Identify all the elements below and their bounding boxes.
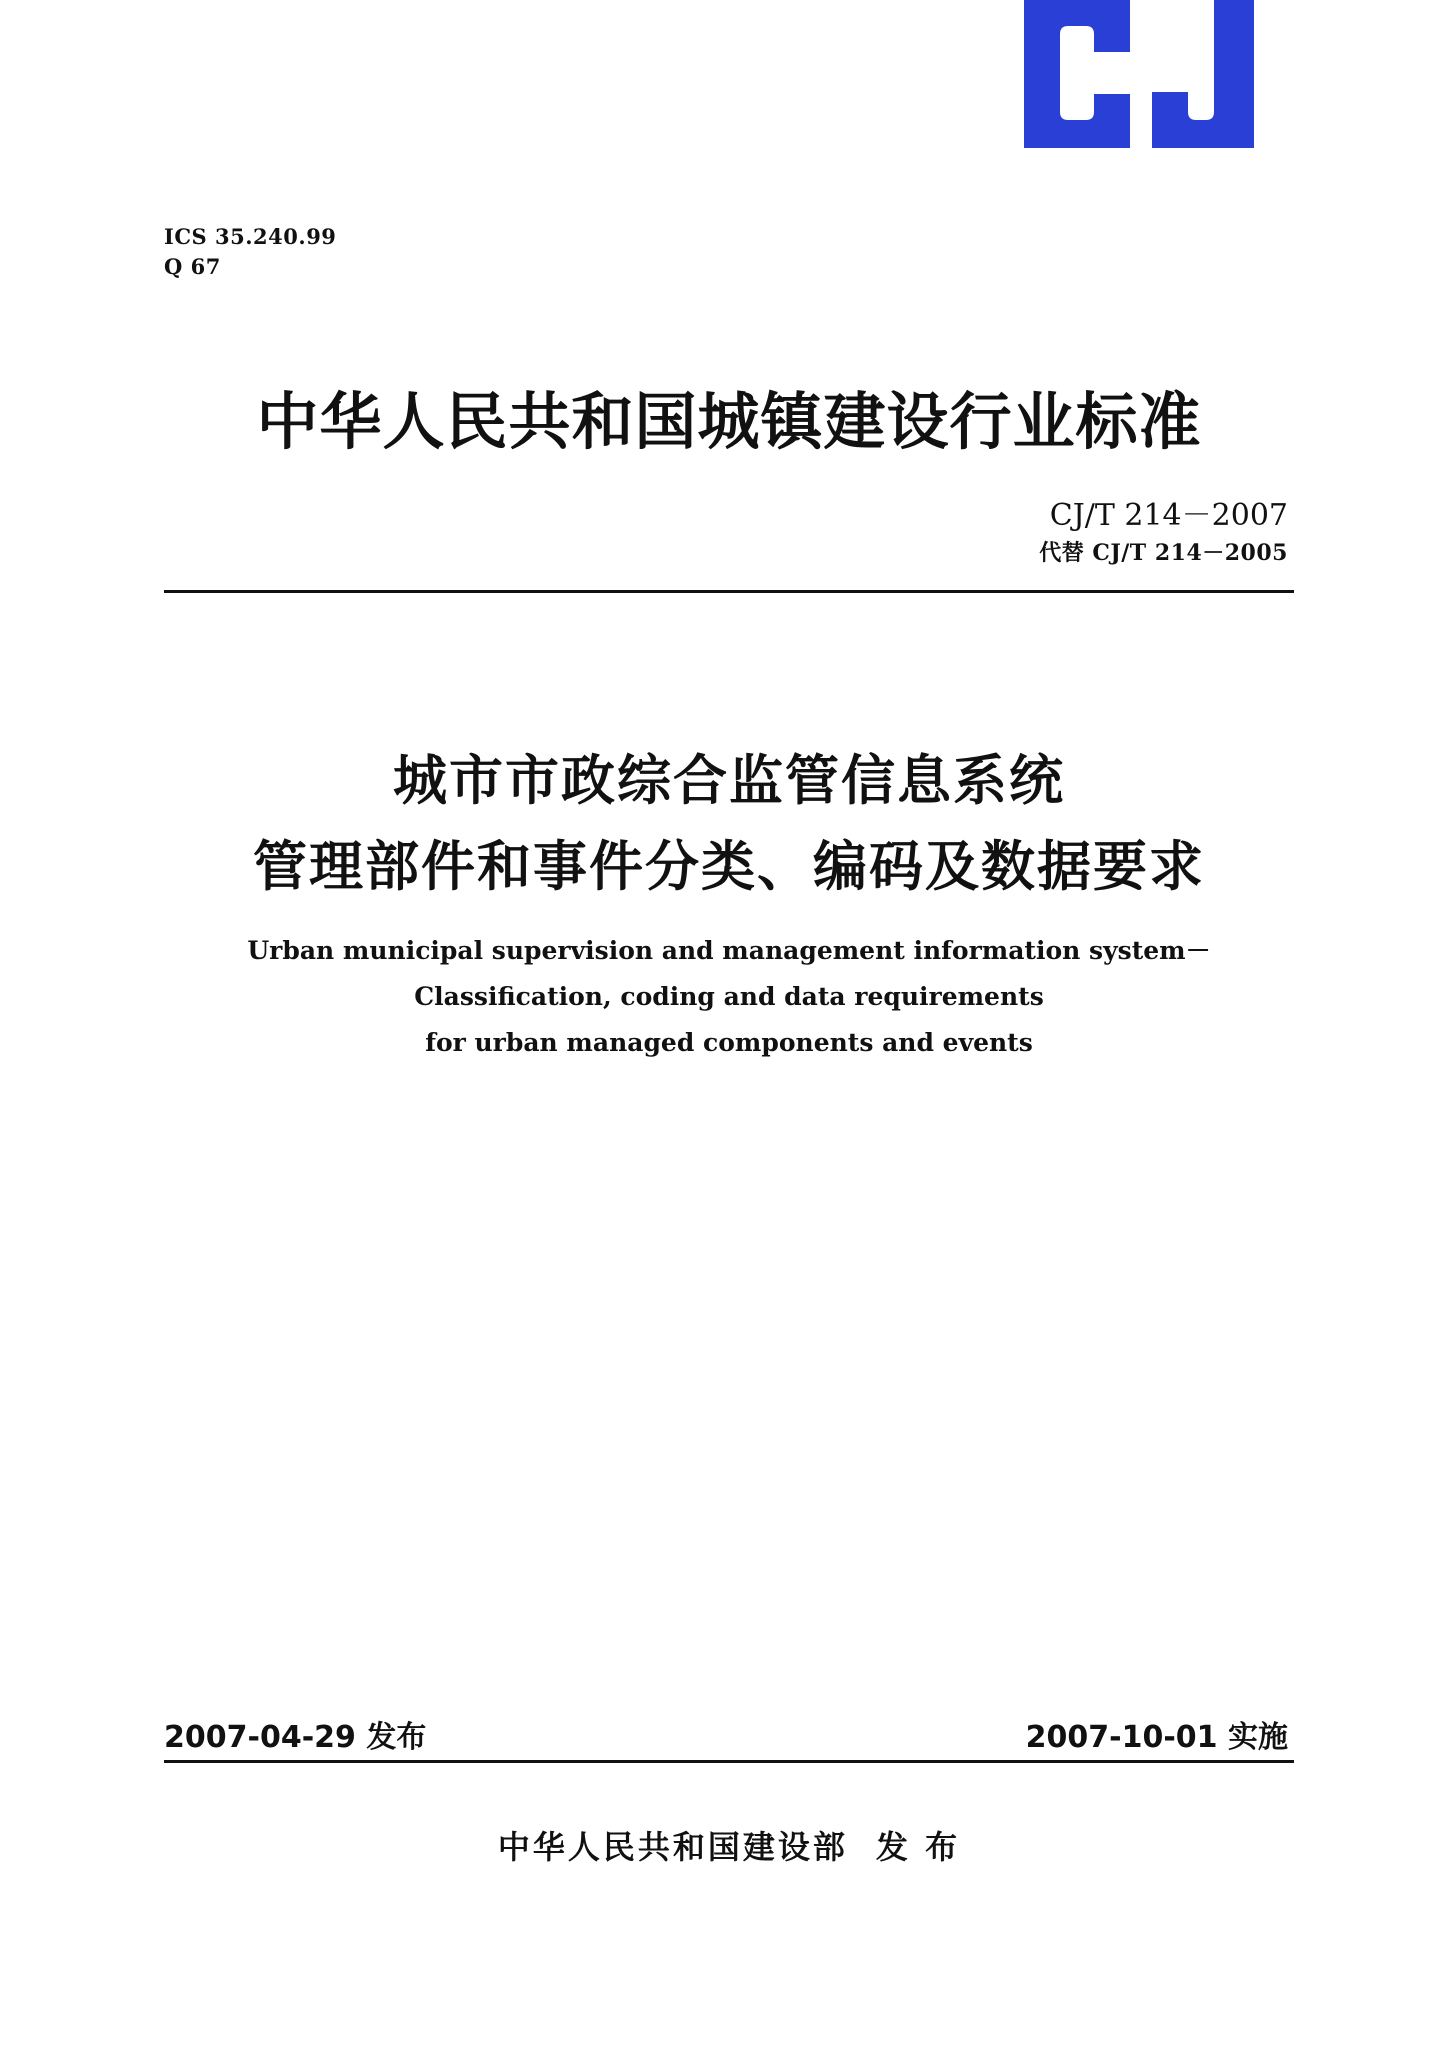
standard-number: CJ/T 214－2007 (1049, 498, 1288, 533)
implementation-date: 2007-10-01 实施 (1025, 1720, 1288, 1755)
english-title-line-2: Classification, coding and data requirements (414, 982, 1044, 1011)
english-title (164, 928, 1294, 1066)
replaces-standard: 代替 CJ/T 214－2005 (1039, 540, 1288, 566)
cj-logo (1018, 0, 1274, 148)
english-title-line-1: Urban municipal supervision and management information system－ (247, 936, 1211, 965)
footer-divider (164, 1760, 1294, 1763)
issue-date: 2007-04-29 发布 (164, 1720, 427, 1755)
classification-codes (164, 222, 336, 282)
chinese-title-line-2: 管理部件和事件分类、编码及数据要求 (253, 835, 1205, 898)
chinese-title (164, 738, 1294, 910)
logo-letter-j (1152, 0, 1254, 148)
cj-logo-graphic (1018, 0, 1274, 148)
ccs-code: Q 67 (164, 254, 221, 279)
publisher-name: 中华人民共和国建设部 (497, 1828, 848, 1866)
issuer-title: 中华人民共和国城镇建设行业标准 (256, 385, 1202, 458)
chinese-title-line-1: 城市市政综合监管信息系统 (393, 749, 1065, 812)
logo-letter-c (1024, 0, 1130, 148)
publisher-action: 发 布 (875, 1828, 961, 1866)
english-title-line-3: for urban managed components and events (425, 1028, 1033, 1057)
header-divider (164, 590, 1294, 593)
standard-number-block (1039, 496, 1288, 570)
publisher-line (164, 1822, 1294, 1868)
ics-code: ICS 35.240.99 (164, 224, 337, 249)
